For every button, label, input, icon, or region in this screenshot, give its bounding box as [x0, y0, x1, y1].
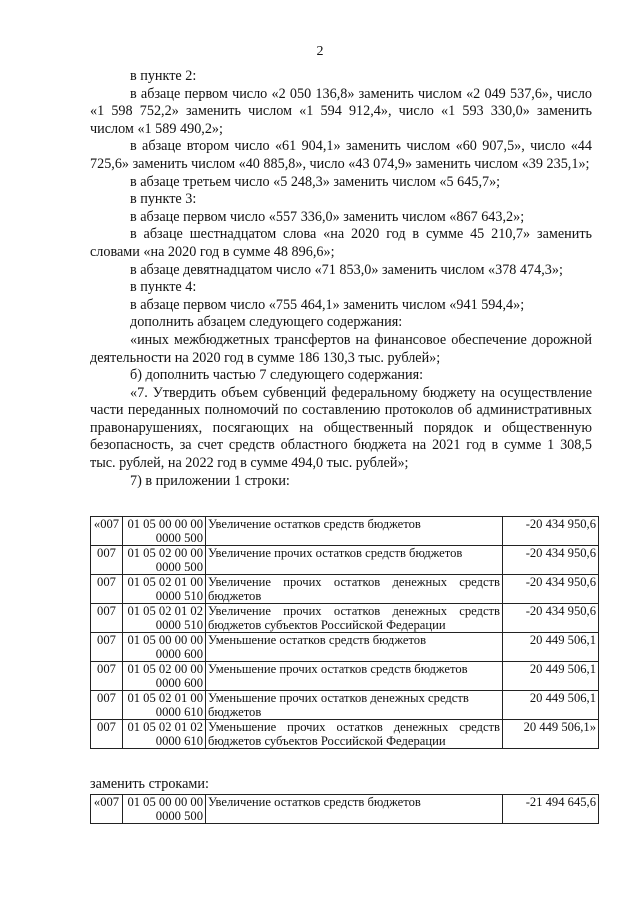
name-cell: Уменьшение прочих остатков средств бюджетов [206, 662, 503, 691]
amount-cell: -21 494 645,6 [503, 795, 599, 824]
kbk-cell: 01 05 02 00 00 0000 600 [123, 662, 206, 691]
paragraph: 7) в приложении 1 строки: [130, 472, 290, 489]
name-cell: Увеличение прочих остатков денежных средств бюджетов [206, 575, 503, 604]
code-cell: 007 [91, 691, 123, 720]
paragraph: в пункте 4: [130, 279, 197, 296]
name-cell: Уменьшение прочих остатков денежных средств бюджетов [206, 691, 503, 720]
paragraph: в абзаце первом число «2 050 136,8» заменить числом «2 049 537,6», число «1 598 752,2» заменить числом «1 594 912,4», число «1 593 330,0» заменить числом «1 589 490,2»; [90, 85, 592, 137]
amount-cell: -20 434 950,6 [503, 546, 599, 575]
table-row [91, 604, 599, 633]
amount-cell: -20 434 950,6 [503, 604, 599, 633]
paragraph: «иных межбюджетных трансфертов на финансовое обеспечение дорожной деятельности на 2020 год в сумме 186 130,3 тыс. рублей»; [90, 331, 592, 366]
kbk-cell: 01 05 02 01 02 0000 510 [123, 604, 206, 633]
paragraph: в абзаце третьем число «5 248,3» заменить числом «5 645,7»; [130, 173, 501, 190]
name-cell: Увеличение остатков средств бюджетов [206, 517, 503, 546]
paragraph: дополнить абзацем следующего содержания: [130, 314, 403, 331]
name-cell: Уменьшение остатков средств бюджетов [206, 633, 503, 662]
amount-cell: 20 449 506,1» [503, 720, 599, 749]
amount-cell: 20 449 506,1 [503, 633, 599, 662]
table-row [91, 633, 599, 662]
kbk-cell: 01 05 02 01 00 0000 510 [123, 575, 206, 604]
kbk-cell: 01 05 02 00 00 0000 500 [123, 546, 206, 575]
code-cell: «007 [91, 517, 123, 546]
code-cell: 007 [91, 720, 123, 749]
name-cell: Увеличение остатков средств бюджетов [206, 795, 503, 824]
document-body [90, 68, 592, 490]
name-cell: Уменьшение прочих остатков денежных средств бюджетов субъектов Российской Федерации [206, 720, 503, 749]
paragraph: в абзаце девятнадцатом число «71 853,0» заменить числом «378 474,3»; [130, 261, 563, 278]
page-number: 2 [316, 44, 324, 59]
table-row [91, 795, 599, 824]
table-row [91, 575, 599, 604]
table-row [91, 662, 599, 691]
paragraph: б) дополнить частью 7 следующего содержания: [130, 367, 424, 384]
code-cell: 007 [91, 604, 123, 633]
code-cell: «007 [91, 795, 123, 824]
paragraph: в пункте 2: [130, 68, 197, 84]
kbk-cell: 01 05 00 00 00 0000 500 [123, 795, 206, 824]
kbk-cell: 01 05 02 01 00 0000 610 [123, 691, 206, 720]
amount-cell: 20 449 506,1 [503, 691, 599, 720]
code-cell: 007 [91, 662, 123, 691]
paragraph: в пункте 3: [130, 191, 197, 208]
rows-to-replace-table [90, 516, 599, 749]
table-row [91, 691, 599, 720]
paragraph: в абзаце первом число «557 336,0» заменить числом «867 643,2»; [130, 208, 525, 225]
paragraph: «7. Утвердить объем субвенций федеральному бюджету на осуществление части переданных полномочий по составлению протоколов об административных правонарушениях, посягающих на общественный порядок и общественную безопасность, за счет средств областного бюджета на 2021 год в сумме 1 308,5 тыс. рублей, на 2022 год в сумме 494,0 тыс. рублей»; [90, 384, 592, 472]
amount-cell: -20 434 950,6 [503, 575, 599, 604]
code-cell: 007 [91, 546, 123, 575]
paragraph: в абзаце шестнадцатом слова «на 2020 год в сумме 45 210,7» заменить словами «на 2020 год в сумме 48 896,6»; [90, 226, 592, 260]
replace-label: заменить строками: [90, 776, 209, 792]
code-cell: 007 [91, 633, 123, 662]
code-cell: 007 [91, 575, 123, 604]
replacement-rows-table [90, 794, 599, 824]
kbk-cell: 01 05 00 00 00 0000 500 [123, 517, 206, 546]
name-cell: Увеличение прочих остатков денежных средств бюджетов субъектов Российской Федерации [206, 604, 503, 633]
table-row [91, 517, 599, 546]
amount-cell: 20 449 506,1 [503, 662, 599, 691]
kbk-cell: 01 05 00 00 00 0000 600 [123, 633, 206, 662]
amount-cell: -20 434 950,6 [503, 517, 599, 546]
kbk-cell: 01 05 02 01 02 0000 610 [123, 720, 206, 749]
paragraph: в абзаце втором число «61 904,1» заменить числом «60 907,5», число «44 725,6» заменить числом «40 885,8», число «43 074,9» заменить числом «39 235,1»; [90, 138, 592, 172]
paragraph: в абзаце первом число «755 464,1» заменить числом «941 594,4»; [130, 296, 525, 313]
table-row [91, 546, 599, 575]
table-row [91, 720, 599, 749]
name-cell: Увеличение прочих остатков средств бюджетов [206, 546, 503, 575]
